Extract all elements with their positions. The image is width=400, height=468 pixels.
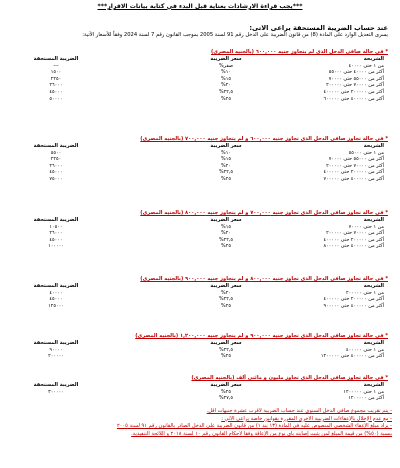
table-row bbox=[14, 243, 388, 250]
due: ١٥٠٠ bbox=[50, 69, 62, 76]
col-header-rate: سعر الضريبة bbox=[210, 217, 242, 223]
due: ٢٢٥٠ bbox=[50, 75, 62, 82]
col-header-rate: سعر الضريبة bbox=[210, 56, 242, 62]
tax-section-5 bbox=[14, 333, 388, 360]
rate: ٢٢,٥% bbox=[218, 296, 234, 303]
table-row bbox=[14, 230, 388, 237]
rate: ١٥% bbox=[221, 156, 231, 163]
col-header-bracket: الشريحة bbox=[363, 217, 384, 223]
rate: ١٠% bbox=[221, 69, 231, 76]
due: ١٠٠٠٠٠ bbox=[48, 243, 64, 250]
bracket: أكثر من ١٢٠٠٠٠٠ bbox=[348, 395, 384, 402]
table-row bbox=[14, 69, 388, 76]
rate: ١٥% bbox=[221, 75, 231, 82]
col-header-due: الضريبة المستحقة bbox=[33, 382, 79, 388]
rate: ٢٥% bbox=[221, 175, 231, 182]
bracket: أكثر من ٢٠٠٠٠٠ حتى ٤٠٠٠٠٠ bbox=[323, 296, 384, 303]
rate: ٢٢,٥% bbox=[218, 88, 234, 95]
bracket: أكثر من ٤٠٠٠٠ حتى ٥٥٠٠٠ bbox=[328, 69, 384, 76]
bracket: أكثر من ٤٠٠٠٠٠ حتى ٨٠٠٠٠٠ bbox=[323, 243, 384, 250]
intro bbox=[0, 24, 400, 39]
due: ٣٠٠٠٠٠ bbox=[48, 388, 64, 395]
section-title: * في حالة تجاوز صافي الدخل الذي تجاوز جنيه ٨٠٠,٠٠٠ و لم يتجاوز جنيه ٩٠٠,٠٠٠ (بالجنيه المصري) bbox=[140, 276, 388, 282]
bracket: أكثر من ٢٠٠٠٠٠ حتى ٤٠٠٠٠٠ bbox=[323, 236, 384, 243]
col-header-due: الضريبة المستحقة bbox=[33, 56, 79, 62]
table-header bbox=[14, 340, 388, 347]
col-header-bracket: الشريحة bbox=[363, 382, 384, 388]
due: ٤٥٠٠٠ bbox=[49, 169, 63, 176]
rate: ٢٠% bbox=[221, 162, 231, 169]
rate: ٢٥% bbox=[221, 353, 231, 360]
col-header-bracket: الشريحة bbox=[363, 340, 384, 346]
due: ١٠٥٠٠ bbox=[49, 223, 63, 230]
rate: ٢٢,٥% bbox=[218, 346, 234, 353]
due: ٢٦٠٠٠ bbox=[49, 230, 63, 237]
bracket: أكثر من ٢٠٠٠٠٠ حتى ٤٠٠٠٠٠ bbox=[323, 88, 384, 95]
table-header bbox=[14, 217, 388, 224]
col-header-rate: سعر الضريبة bbox=[210, 382, 242, 388]
section-title: * في حالة تجاوز صافي الدخل الذي تجاوز جنيه ٩٠٠,٠٠٠ و لم يتجاوز جنيه ١,٢٠٠,٠٠٠ (بالجنيه المصري) bbox=[135, 333, 388, 339]
page-header: ***يجب قراءة الارشادات بعناية قبل البدء في كتابة بيانات الاقرار*** bbox=[97, 3, 303, 10]
bracket: أكثر من ٢٠٠٠٠٠ حتى ٤٠٠٠٠٠ bbox=[323, 169, 384, 176]
intro-text: يسرى التعديل الوارد على المادة (8) من قانون الضريبة على الدخل رقم 91 لسنة 2005 بموجب القانون رقم 7 لسنة 2024 وفقاً للأسعار الأتية: bbox=[82, 32, 388, 38]
tax-section-1 bbox=[14, 49, 388, 102]
due: ٤٥٠٠٠ bbox=[49, 236, 63, 243]
section-title: * في حالة تجاوز صافي الدخل الذي تجاوز جنيه ٦٠٠,٠٠٠ و لم يتجاوز جنيه ٧٠٠,٠٠٠ (بالجنيه المصري) bbox=[140, 136, 388, 142]
rate: ١٥% bbox=[221, 223, 231, 230]
footnote: - مع عدم الإخلال بالإعفاءات الضريبية الأخرى المقررة بقوانين خاصة يراعى الآتي : bbox=[221, 415, 392, 422]
rate: ٢٠% bbox=[221, 230, 231, 237]
footnote: بنسبة (٥٠%) من قيمة المبلغ لمن يثبت إصابته بأي نوع من الإعاقة وفقاً لأحكام القانون رقم ١٠ لسنة ٢٠١٨ و اللائحة التنفيذية. bbox=[131, 430, 392, 437]
due: ٤٥٠٠٠ bbox=[49, 296, 63, 303]
bracket: أكثر من ٧٠٠٠٠ حتى ٢٠٠٠٠٠ bbox=[326, 230, 384, 237]
bracket: من ١ حتى ٤٠٠٠٠ bbox=[348, 62, 384, 69]
due: --- bbox=[53, 62, 59, 69]
footnote: - يتم تقريب مجموع صافي الدخل السنوي عند حساب الضريبة لأقرب عشرة جنيهات أقل. bbox=[206, 408, 392, 414]
col-header-bracket: الشريحة bbox=[363, 283, 384, 289]
due: ٢٠٠٠٠٠ bbox=[48, 353, 64, 360]
tax-section-3 bbox=[14, 210, 388, 250]
due: ٢٦٠٠٠ bbox=[49, 162, 63, 169]
rate: صفر% bbox=[219, 62, 233, 69]
due: ٤٥٠٠٠ bbox=[49, 88, 63, 95]
bracket: أكثر من ٥٥٠٠٠ حتى ٧٠٠٠٠ bbox=[328, 75, 384, 82]
col-header-bracket: الشريحة bbox=[363, 56, 384, 62]
rate: ١٠% bbox=[221, 149, 231, 156]
table-row bbox=[14, 156, 388, 163]
bracket: من ١ حتى ٤٠٠٠٠٠ bbox=[346, 346, 384, 353]
rate: ٢٥% bbox=[221, 302, 231, 309]
table-row bbox=[14, 89, 388, 96]
table-row bbox=[14, 353, 388, 360]
table-row bbox=[14, 303, 388, 310]
bracket: أكثر من ٥٥٠٠٠ حتى ٧٠٠٠٠ bbox=[328, 156, 384, 163]
rate: ٢٥% bbox=[221, 388, 231, 395]
rate: ٢٥% bbox=[221, 243, 231, 250]
col-header-rate: سعر الضريبة bbox=[210, 340, 242, 346]
col-header-due: الضريبة المستحقة bbox=[33, 143, 79, 149]
col-header-rate: سعر الضريبة bbox=[210, 143, 242, 149]
bracket: أكثر من ٤٠٠٠٠٠ حتى ٩٠٠٠٠٠ bbox=[323, 302, 384, 309]
table-row bbox=[14, 96, 388, 103]
table-row bbox=[14, 169, 388, 176]
due: ٩٠٠٠٠ bbox=[49, 346, 63, 353]
col-header-rate: سعر الضريبة bbox=[210, 283, 242, 289]
due: ٤٠٠٠٠ bbox=[49, 289, 63, 296]
table-row bbox=[14, 296, 388, 303]
footnotes bbox=[8, 408, 392, 438]
col-header-bracket: الشريحة bbox=[363, 143, 384, 149]
due: ٧٥٠٠٠ bbox=[49, 175, 63, 182]
due: ٢٦٠٠٠ bbox=[49, 82, 63, 89]
bracket: من ١ حتى ٧٠٠٠٠ bbox=[348, 223, 384, 230]
due: ٥٠٠٠٠ bbox=[49, 95, 63, 102]
bracket: من ١ حتى ١٢٠٠٠٠٠ bbox=[343, 388, 384, 395]
bracket: أكثر من ٧٠٠٠٠ حتى ٢٠٠٠٠٠ bbox=[326, 162, 384, 169]
table-header bbox=[14, 56, 388, 63]
bracket: أكثر من ٧٠٠٠٠ حتى ٢٠٠٠٠٠ bbox=[326, 82, 384, 89]
rate: ٢٠% bbox=[221, 82, 231, 89]
rate: ٢٢,٥% bbox=[218, 236, 234, 243]
table-header bbox=[14, 382, 388, 389]
table-row bbox=[14, 395, 388, 402]
col-header-due: الضريبة المستحقة bbox=[33, 283, 79, 289]
due: ٥٥٠٠ bbox=[50, 149, 62, 156]
bracket: من ١ حتى ٥٥٠٠٠ bbox=[348, 149, 384, 156]
tax-section-4 bbox=[14, 276, 388, 309]
tax-section-6 bbox=[14, 375, 388, 402]
due: ١٢٥٠٠٠ bbox=[48, 302, 64, 309]
rate: ٢٠% bbox=[221, 289, 231, 296]
table-header bbox=[14, 283, 388, 290]
col-header-due: الضريبة المستحقة bbox=[33, 340, 79, 346]
bracket: من ١ حتى ٢٠٠٠٠٠ bbox=[346, 289, 384, 296]
table-header bbox=[14, 143, 388, 150]
rate: ٢٧,٥% bbox=[218, 395, 234, 402]
tax-section-2 bbox=[14, 136, 388, 183]
rate: ٢٥% bbox=[221, 95, 231, 102]
section-title: * في حالة تجاوز صافي الدخل الذي تجاوز جنيه ٧٠٠,٠٠٠ و لم يتجاوز جنيه ٨٠٠,٠٠٠ (بالجنيه المصري) bbox=[140, 210, 388, 216]
bracket: أكثر من ٤٠٠٠٠٠ حتى ١٢٠٠٠٠٠ bbox=[320, 353, 384, 360]
rate: ٢٢,٥% bbox=[218, 169, 234, 176]
bracket: أكثر من ٤٠٠٠٠٠ حتى ٧٠٠٠٠٠ bbox=[323, 175, 384, 182]
section-title: * في حالة تجاوز صافي الدخل الذي تجاوز مليون و مائتي ألف (بالجنيه المصري) bbox=[191, 375, 388, 381]
section-title: * في حالة صافي الدخل الذي لم يتجاوز جنيه ٦٠٠,٠٠٠ (بالجنيه المصري) bbox=[210, 49, 388, 55]
table-row bbox=[14, 389, 388, 396]
col-header-due: الضريبة المستحقة bbox=[33, 217, 79, 223]
intro-heading: عند حساب الضريبة المستحقة يراعى الاتى: bbox=[249, 24, 388, 32]
due: ٢٢٥٠ bbox=[50, 156, 62, 163]
footnote: - يزاد مبلغ الإعفاء الشخصي المنصوص عليه في المادة (١٣ بند ١) من قانون الضريبة على الدخل الصادر بالقانون رقم ٩١ لسنة ٢٠٠٥ bbox=[116, 423, 392, 430]
table-row bbox=[14, 82, 388, 89]
table-row bbox=[14, 176, 388, 183]
bracket: أكثر من ٤٠٠٠٠٠ حتى ٦٠٠٠٠٠ bbox=[323, 95, 384, 102]
